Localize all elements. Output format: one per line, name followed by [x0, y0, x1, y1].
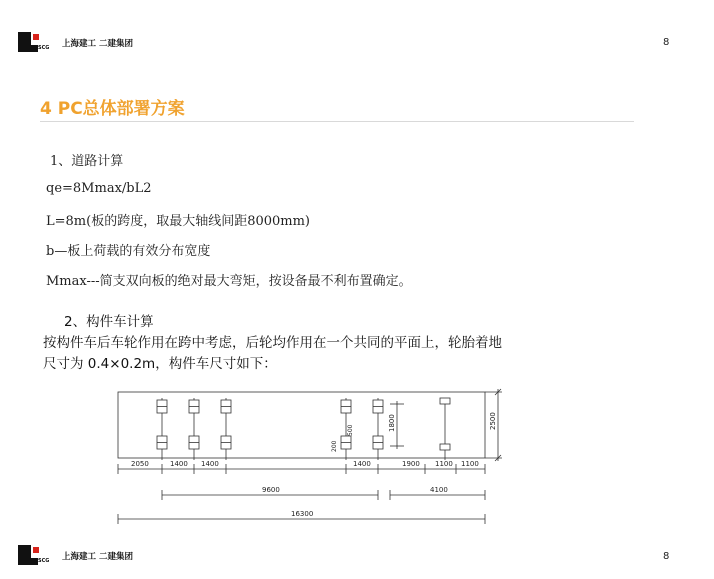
- footer-company-name: 上海建工 二建集团: [62, 552, 133, 562]
- dim-9600: 9600: [262, 486, 280, 494]
- text-line-1: 1、道路计算: [50, 154, 124, 169]
- dim-16300: 16300: [291, 510, 314, 518]
- dim-1400-a: 1400: [170, 460, 188, 468]
- section-title: 4 PC总体部署方案: [40, 99, 185, 119]
- wheel-group: [157, 398, 450, 450]
- paragraph-line-1: 按构件车后车轮作用在跨中考虑，后轮均作用在一个共同的平面上，轮胎着地: [43, 335, 502, 351]
- dim-1900: 1900: [402, 460, 420, 468]
- footer-company-logo: [18, 545, 58, 567]
- text-line-5: Mmax---简支双向板的绝对最大弯矩，按设备最不利布置确定。: [46, 274, 412, 289]
- vehicle-outline: [118, 392, 485, 458]
- header-page-number: 8: [663, 37, 670, 48]
- dim-4100: 4100: [430, 486, 448, 494]
- subheading: 2、构件车计算: [64, 314, 154, 330]
- dim-1100-a: 1100: [435, 460, 453, 468]
- dim-200: 200: [331, 440, 338, 452]
- dim-1400-b: 1400: [201, 460, 219, 468]
- dim-2050: 2050: [131, 460, 149, 468]
- text-line-2: qe=8Mmax/bL2: [46, 181, 152, 196]
- dim-500: 500: [347, 424, 354, 436]
- dim-1100-b: 1100: [461, 460, 479, 468]
- dim-1400-c: 1400: [353, 460, 371, 468]
- text-line-4: b—板上荷载的有效分布宽度: [46, 244, 211, 259]
- footer-page-number: 8: [663, 551, 670, 562]
- paragraph-line-2: 尺寸为 0.4×0.2m，构件车尺寸如下：: [43, 356, 277, 372]
- footer-logo-text: SCG: [38, 558, 50, 564]
- logo-text: SCG: [38, 45, 50, 51]
- dim-1800: 1800: [388, 414, 396, 432]
- text-line-3: L=8m(板的跨度，取最大轴线间距8000mm): [46, 214, 311, 229]
- header-company-name: 上海建工 二建集团: [62, 39, 133, 49]
- dim-2500: 2500: [489, 412, 497, 430]
